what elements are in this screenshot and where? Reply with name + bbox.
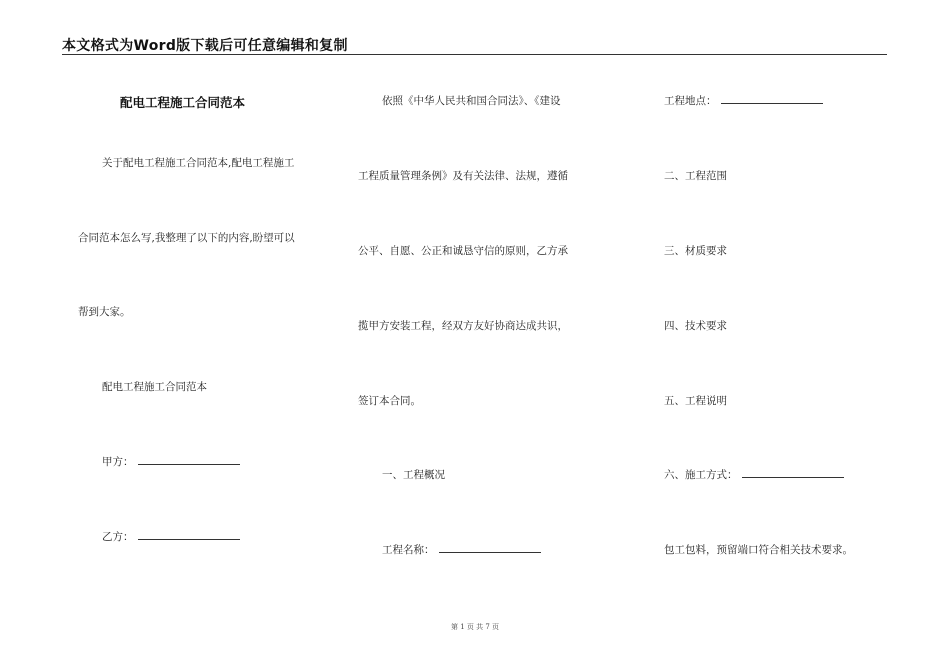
section-heading-3: 三、材质要求: [664, 245, 727, 257]
section-heading-4: 四、技术要求: [664, 320, 727, 332]
section-heading-5: 五、工程说明: [664, 395, 727, 407]
project-name-label: 工程名称：: [382, 544, 435, 556]
intro-line-2: 合同范本怎么写,我整理了以下的内容,盼望可以: [78, 232, 295, 244]
document-header: [62, 32, 887, 55]
paragraph-line-1: 依照《中华人民共和国合同法》、《建设: [382, 95, 561, 107]
construction-method-field: [664, 467, 844, 482]
paragraph-line-4: 揽甲方安装工程，经双方友好协商达成共识，: [358, 320, 568, 332]
contract-subtitle: 配电工程施工合同范本: [102, 381, 207, 393]
page-number: 第 1 页 共 7 页: [450, 623, 500, 631]
project-name-field: [382, 542, 541, 557]
section-heading-2: 二、工程范围: [664, 170, 727, 182]
project-location-blank: [721, 93, 823, 104]
header-title: 本文格式为Word版下载后可任意编辑和复制: [62, 38, 348, 54]
party-b-field: [102, 529, 240, 544]
document-title: 配电工程施工合同范本: [120, 95, 246, 110]
paragraph-line-3: 公平、自愿、公正和诚恳守信的原则，乙方承: [358, 245, 568, 257]
project-location-label: 工程地点：: [664, 95, 717, 107]
construction-method-blank: [742, 467, 844, 478]
intro-line-3: 帮到大家。: [78, 306, 131, 318]
paragraph-line-2: 工程质量管理条例》及有关法律、法规，遵循: [358, 170, 568, 182]
party-a-label: 甲方：: [102, 456, 134, 468]
construction-method-detail: 包工包料，预留端口符合相关技术要求。: [664, 544, 853, 556]
intro-line-1: 关于配电工程施工合同范本,配电工程施工: [102, 157, 295, 169]
party-a-field: [102, 454, 240, 469]
paragraph-line-5: 签订本合同。: [358, 395, 421, 407]
construction-method-label: 六、施工方式：: [664, 469, 738, 481]
project-location-field: [664, 93, 823, 108]
section-heading-1: 一、工程概况: [382, 469, 445, 481]
party-b-label: 乙方：: [102, 531, 134, 543]
party-a-blank: [138, 454, 240, 465]
project-name-blank: [439, 542, 541, 553]
party-b-blank: [138, 529, 240, 540]
